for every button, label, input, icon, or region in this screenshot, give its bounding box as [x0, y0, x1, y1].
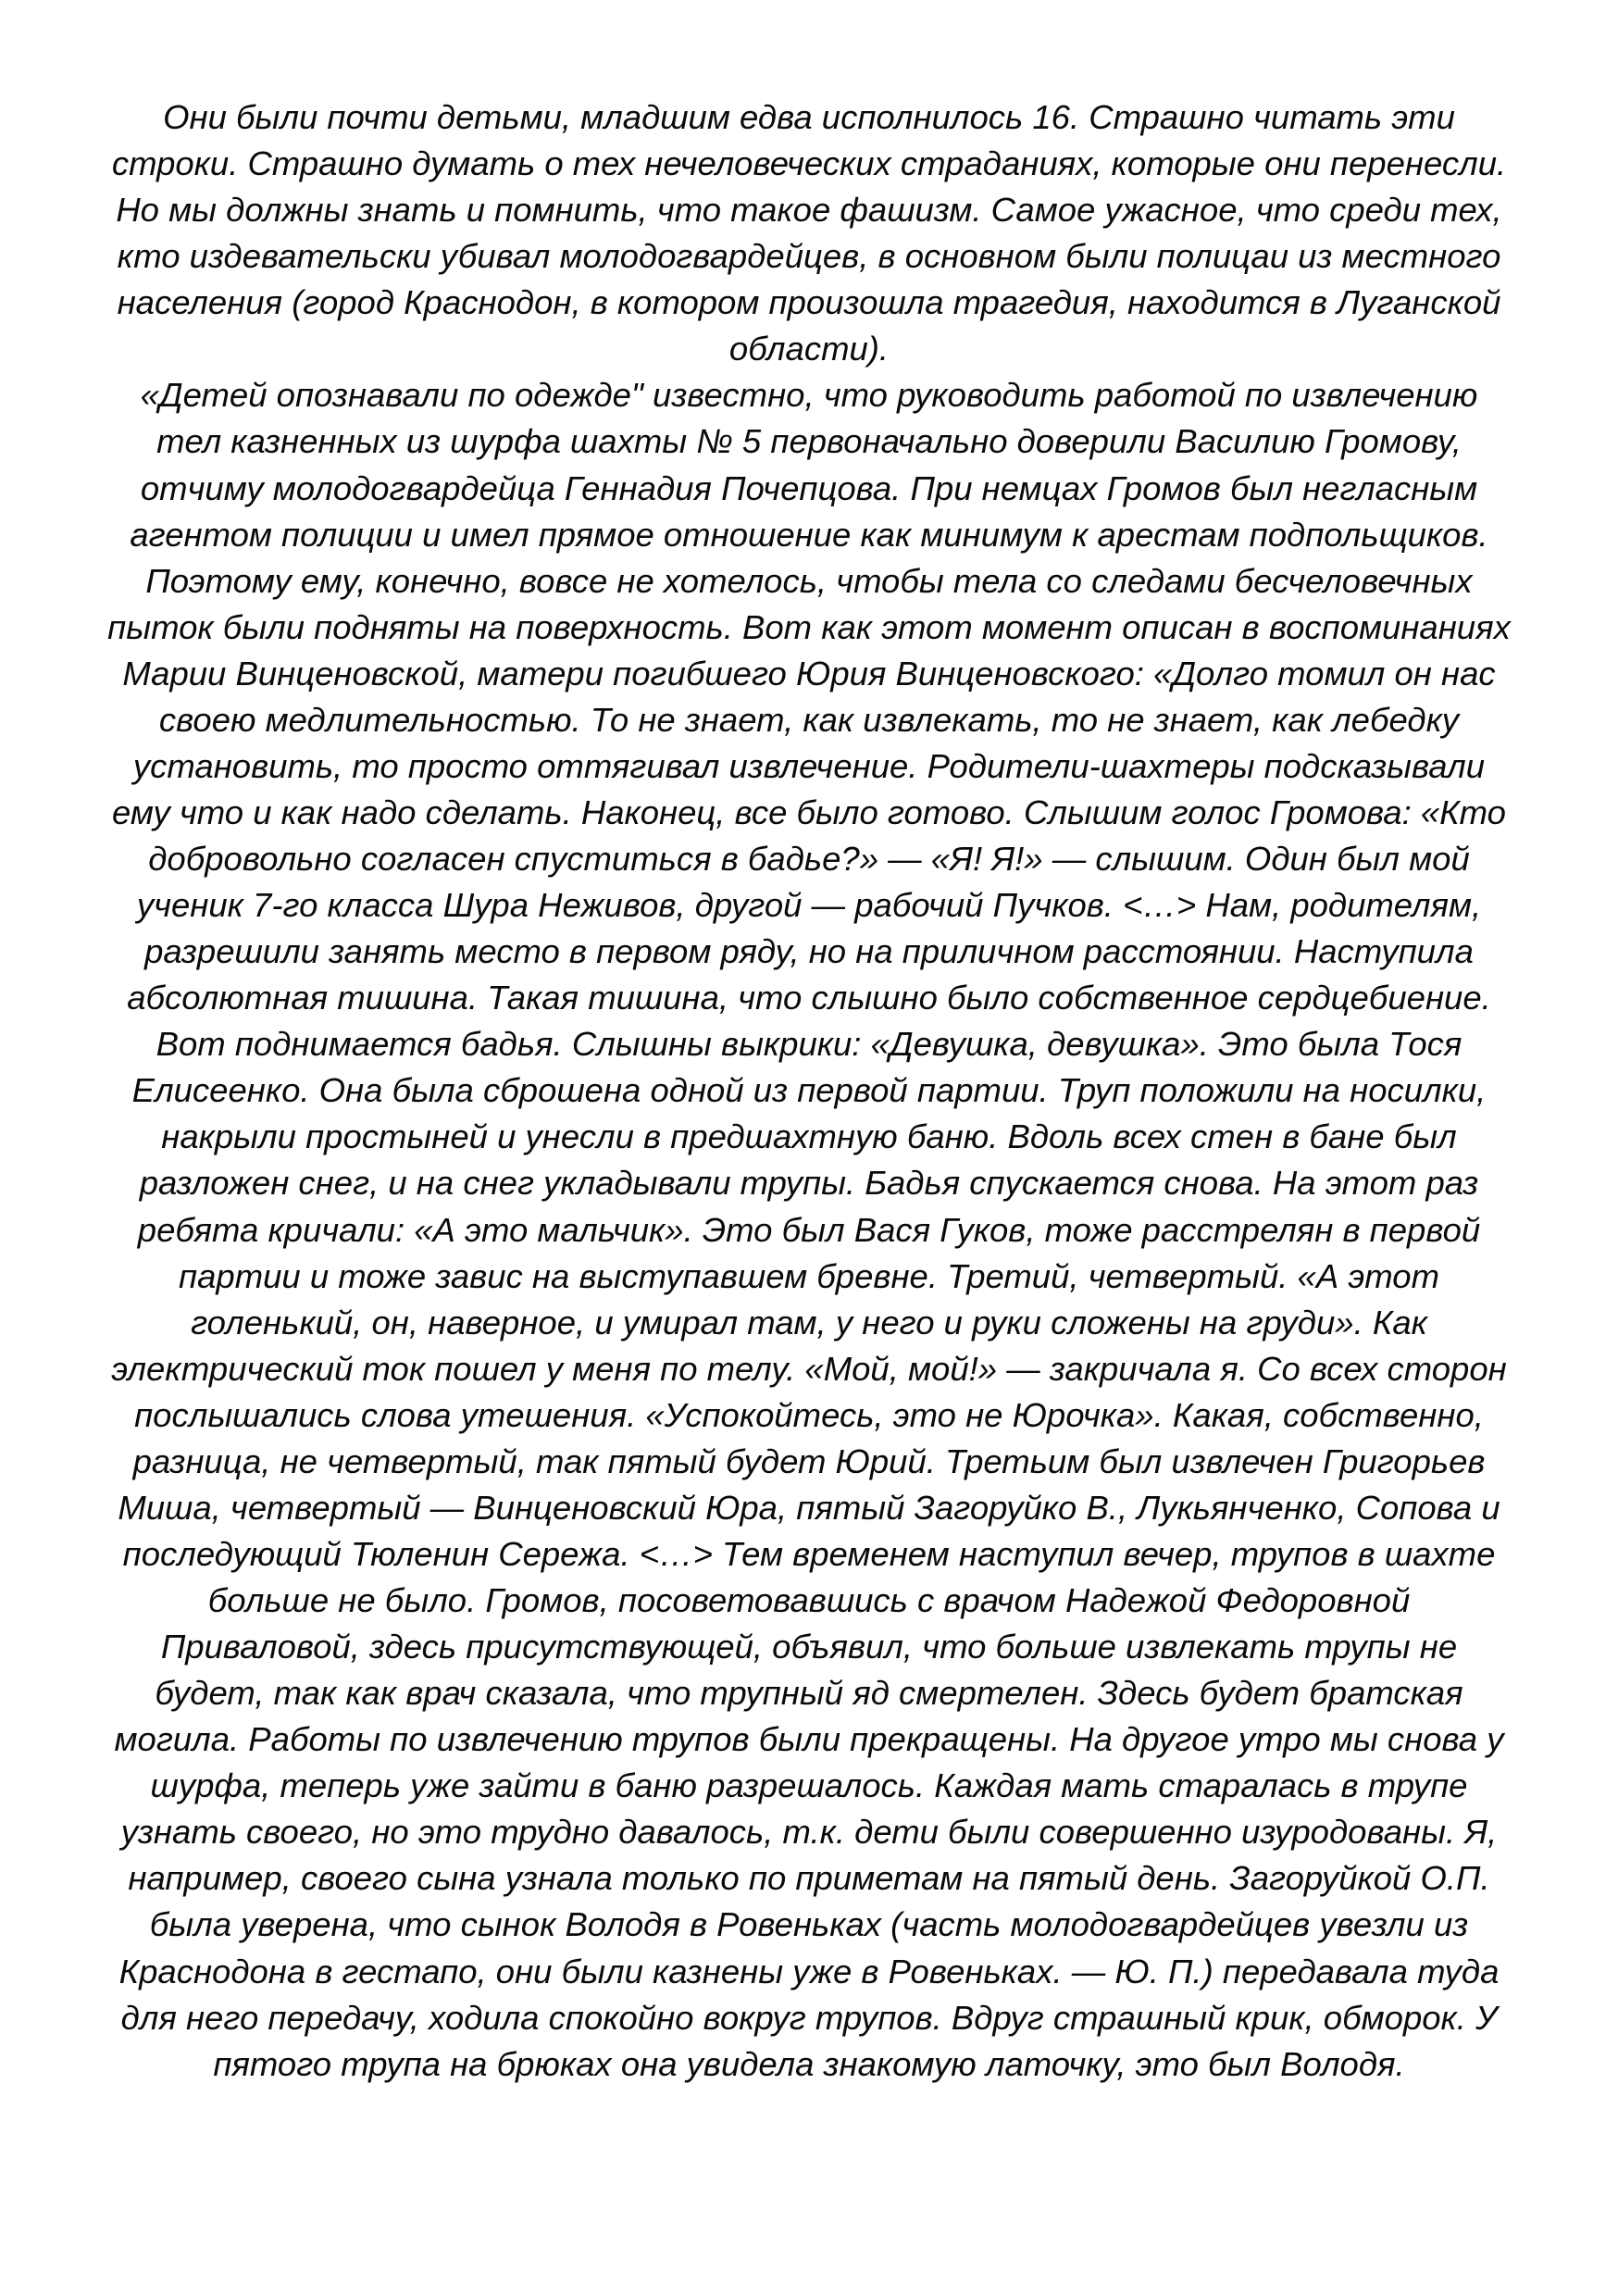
text-line: послышались слова утешения. «Успокойтесь, это не Юрочка». Какая, собственно, [134, 1395, 1484, 1434]
text-line: шурфа, теперь уже зайти в баню разрешалось. Каждая мать старалась в трупе [150, 1766, 1468, 1805]
text-line: пыток были подняты на поверхность. Вот как этот момент описан в воспоминаниях [107, 607, 1511, 646]
text-line: ребята кричали: «А это мальчик». Это был Вася Гуков, тоже расстрелян в первой [137, 1210, 1481, 1249]
text-line: для него передачу, ходила спокойно вокруг трупов. Вдруг страшный крик, обморок. У [120, 1998, 1498, 2037]
text-line: последующий Тюленин Сережа. <…> Тем временем наступил вечер, трупов в шахте [122, 1534, 1496, 1573]
text-line: Но мы должны знать и помнить, что такое фашизм. Самое ужасное, что среди тех, [116, 191, 1502, 230]
text-line: разложен снег, и на снег укладывали трупы. Бадья спускается снова. На этот раз [139, 1164, 1479, 1203]
text-line: отчиму молодогвардейца Геннадия Почепцова. При немцах Громов был негласным [140, 468, 1478, 507]
text-line: агентом полиции и имел прямое отношение как минимум к арестам подпольщиков. [130, 515, 1488, 554]
text-line: голенький, он, наверное, и умирал там, у него и руки сложены на груди». Как [191, 1303, 1427, 1341]
text-line: например, своего сына узнала только по приметам на пятый день. Загоруйкой О.П. [128, 1859, 1490, 1898]
text-line: больше не было. Громов, посоветовавшись с врачом Надежой Федоровной [207, 1581, 1411, 1619]
text-line: ученик 7-го класса Шура Неживов, другой — рабочий Пучков. <…> Нам, родителям, [136, 886, 1482, 925]
text-line: партии и тоже завис на выступавшем бревне. Третий, четвертый. «А этот [179, 1256, 1439, 1295]
text-line: Миша, четвертый — Винценовский Юра, пятый Загоруйко В., Лукьянченко, Сопова и [118, 1488, 1500, 1527]
text-line: накрыли простыней и унесли в предшахтную баню. Вдоль всех стен в бане был [161, 1117, 1457, 1156]
text-line: разрешили занять место в первом ряду, но на приличном расстоянии. Наступила [144, 932, 1474, 971]
paragraph-testimony [0, 372, 1618, 2087]
text-line: своею медлительностью. То не знает, как извлекать, то не знает, как лебедку [158, 700, 1460, 739]
text-line: Вот поднимается бадья. Слышны выкрики: «Девушка, девушка». Это была Тося [156, 1025, 1462, 1064]
text-line: разница, не четвертый, так пятый будет Юрий. Третьим был извлечен Григорьев [132, 1441, 1486, 1480]
text-line: области). [728, 330, 890, 368]
text-line: могила. Работы по извлечению трупов были прекращены. На другое утро мы снова у [114, 1720, 1504, 1759]
text-line: тел казненных из шурфа шахты № 5 первоначально доверили Василию Громову, [156, 422, 1462, 461]
text-line: «Детей опознавали по одежде" известно, что руководить работой по извлечению [140, 376, 1478, 415]
text-line: кто издевательски убивал молодогвардейцев, в основном были полицаи из местного [117, 237, 1501, 276]
text-line: Приваловой, здесь присутствующей, объявил, что больше извлекать трупы не [160, 1628, 1458, 1666]
text-line: абсолютная тишина. Такая тишина, что слышно было собственное сердцебиение. [127, 979, 1491, 1017]
text-line: пятого трупа на брюках она увидела знакомую латочку, это был Володя. [213, 2044, 1405, 2083]
text-line: была уверена, что сынок Володя в Ровеньках (часть молодогвардейцев увезли из [149, 1905, 1469, 1944]
text-line: Они были почти детьми, младшим едва исполнилось 16. Страшно читать эти [163, 98, 1455, 136]
text-line: Елисеенко. Она была сброшена одной из первой партии. Труп положили на носилки, [131, 1071, 1487, 1110]
text-line: Краснодона в гестапо, они были казнены уже в Ровеньках. — Ю. П.) передавала туда [118, 1952, 1500, 1990]
text-line: Марии Винценовской, матери погибшего Юрия Винценовского: «Долго томил он нас [122, 654, 1496, 693]
text-line: строки. Страшно думать о тех нечеловеческих страданиях, которые они перенесли. [111, 144, 1507, 183]
text-line: Поэтому ему, конечно, вовсе не хотелось, чтобы тела со следами бесчеловечных [145, 561, 1473, 600]
text-line: установить, то просто оттягивал извлечение. Родители-шахтеры подсказывали [132, 746, 1486, 785]
text-line: электрический ток пошел у меня по телу. «Мой, мой!» — закричала я. Со всех сторон [111, 1349, 1507, 1388]
text-line: добровольно согласен спуститься в бадье?» — «Я! Я!» — слышим. Один был мой [148, 840, 1470, 878]
paragraph-intro [0, 94, 1618, 372]
text-line: населения (город Краснодон, в котором произошла трагедия, находится в Луганской [117, 283, 1501, 322]
text-line: узнать своего, но это трудно давалось, т.к. дети были совершенно изуродованы. Я, [120, 1813, 1498, 1852]
text-line: будет, так как врач сказала, что трупный яд смертелен. Здесь будет братская [155, 1674, 1463, 1713]
text-line: ему что и как надо сделать. Наконец, все было готово. Слышим голос Громова: «Кто [112, 792, 1506, 831]
document-page [0, 94, 1618, 2088]
